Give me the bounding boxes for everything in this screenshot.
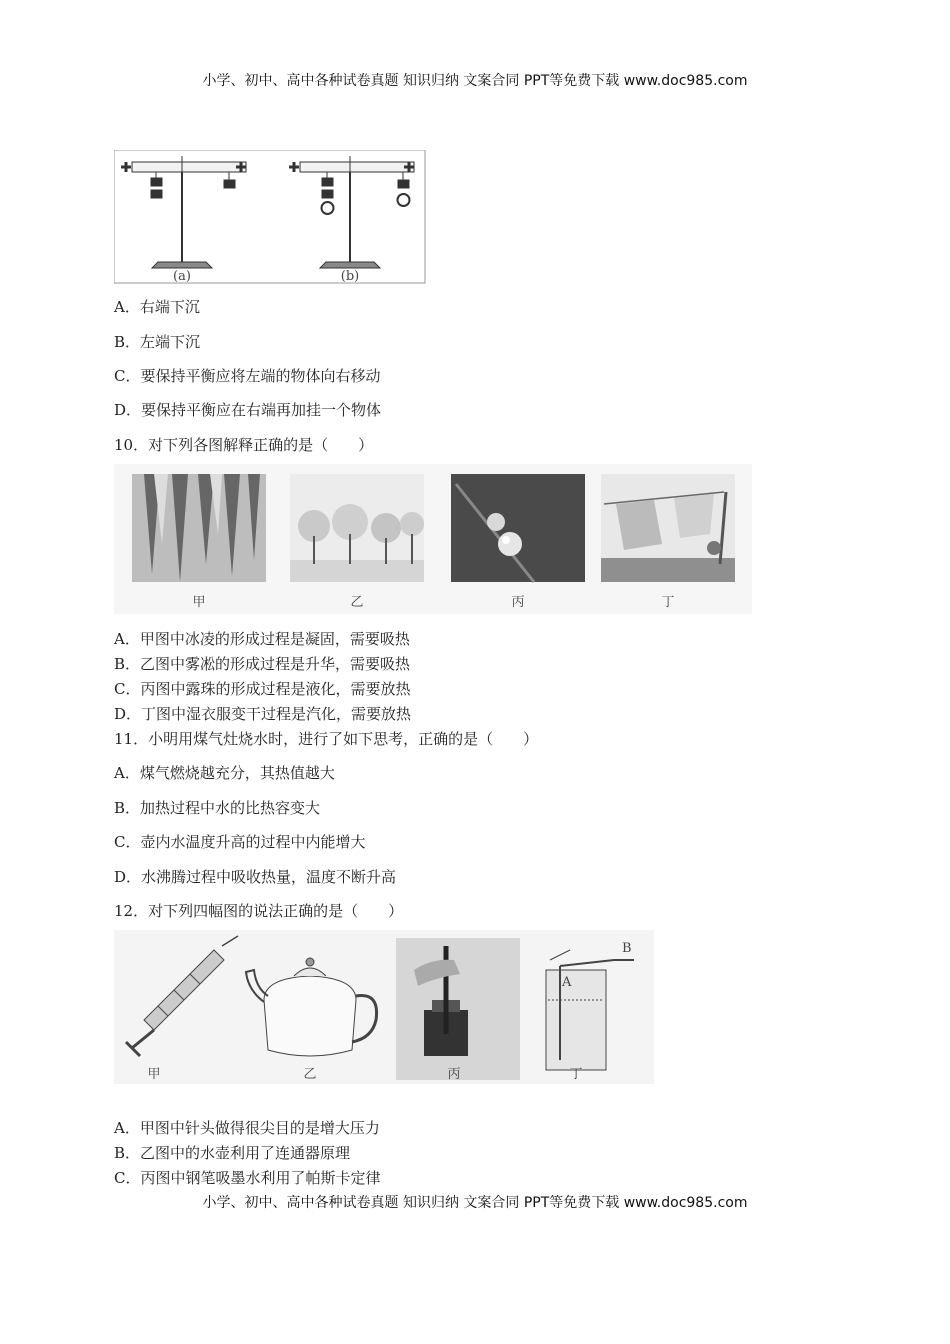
q12-label-ding: 丁 <box>569 1067 583 1082</box>
page-footer: 小学、初中、高中各种试卷真题 知识归纳 文案合同 PPT等免费下载 www.doc985.com <box>202 1195 748 1211</box>
q11-option-c: C．壶内水温度升高的过程中内能增大 <box>114 833 366 851</box>
q9-option-a: A．右端下沉 <box>114 298 200 316</box>
q10-label-bing: 丙 <box>511 595 525 610</box>
page-header: 小学、初中、高中各种试卷真题 知识归纳 文案合同 PPT等免费下载 www.doc985.com <box>202 73 748 89</box>
q11-stem: 11．小明用煤气灶烧水时，进行了如下思考，正确的是（ ） <box>114 730 539 748</box>
q12-option-b: B．乙图中的水壶利用了连通器原理 <box>114 1144 351 1162</box>
q9-option-d: D．要保持平衡应在右端再加挂一个物体 <box>114 401 382 419</box>
q12-option-c: C．丙图中钢笔吸墨水利用了帕斯卡定律 <box>114 1169 381 1187</box>
q10-option-a: A．甲图中冰凌的形成过程是凝固，需要吸热 <box>114 630 410 648</box>
q11-option-d: D．水沸腾过程中吸收热量，温度不断升高 <box>114 868 397 886</box>
figure-label-b: (b) <box>340 269 360 284</box>
q12-option-a: A．甲图中针头做得很尖目的是增大压力 <box>114 1119 380 1137</box>
q10-photo-figure <box>114 464 752 614</box>
q12-label-jia: 甲 <box>147 1067 161 1082</box>
rime-tree-photo <box>290 474 424 582</box>
q10-option-b: B．乙图中雾凇的形成过程是升华，需要吸热 <box>114 655 411 673</box>
tube-mark-a: A <box>562 975 572 990</box>
q9-option-b: B．左端下沉 <box>114 333 201 351</box>
q10-label-yi: 乙 <box>350 595 364 610</box>
tube-mark-b: B <box>622 941 632 956</box>
q12-stem: 12．对下列四幅图的说法正确的是（ ） <box>114 902 404 920</box>
q12-label-bing: 丙 <box>447 1067 461 1082</box>
q11-option-b: B．加热过程中水的比热容变大 <box>114 799 321 817</box>
lever-balance-figure <box>114 150 426 284</box>
q12-figure <box>114 930 654 1084</box>
q10-option-c: C．丙图中露珠的形成过程是液化，需要放热 <box>114 680 411 698</box>
pen-ink-drawing <box>396 938 520 1080</box>
icicle-photo <box>132 474 266 582</box>
q9-option-c: C．要保持平衡应将左端的物体向右移动 <box>114 367 381 385</box>
q10-label-ding: 丁 <box>661 595 675 610</box>
q10-stem: 10．对下列各图解释正确的是（ ） <box>114 436 374 454</box>
q11-option-a: A．煤气燃烧越充分，其热值越大 <box>114 764 335 782</box>
q12-label-yi: 乙 <box>303 1067 317 1082</box>
figure-label-a: (a) <box>173 269 191 284</box>
q10-label-jia: 甲 <box>192 595 206 610</box>
drying-clothes-photo <box>601 474 735 582</box>
q10-option-d: D．丁图中湿衣服变干过程是汽化，需要放热 <box>114 705 412 723</box>
dew-drop-photo <box>451 474 585 582</box>
